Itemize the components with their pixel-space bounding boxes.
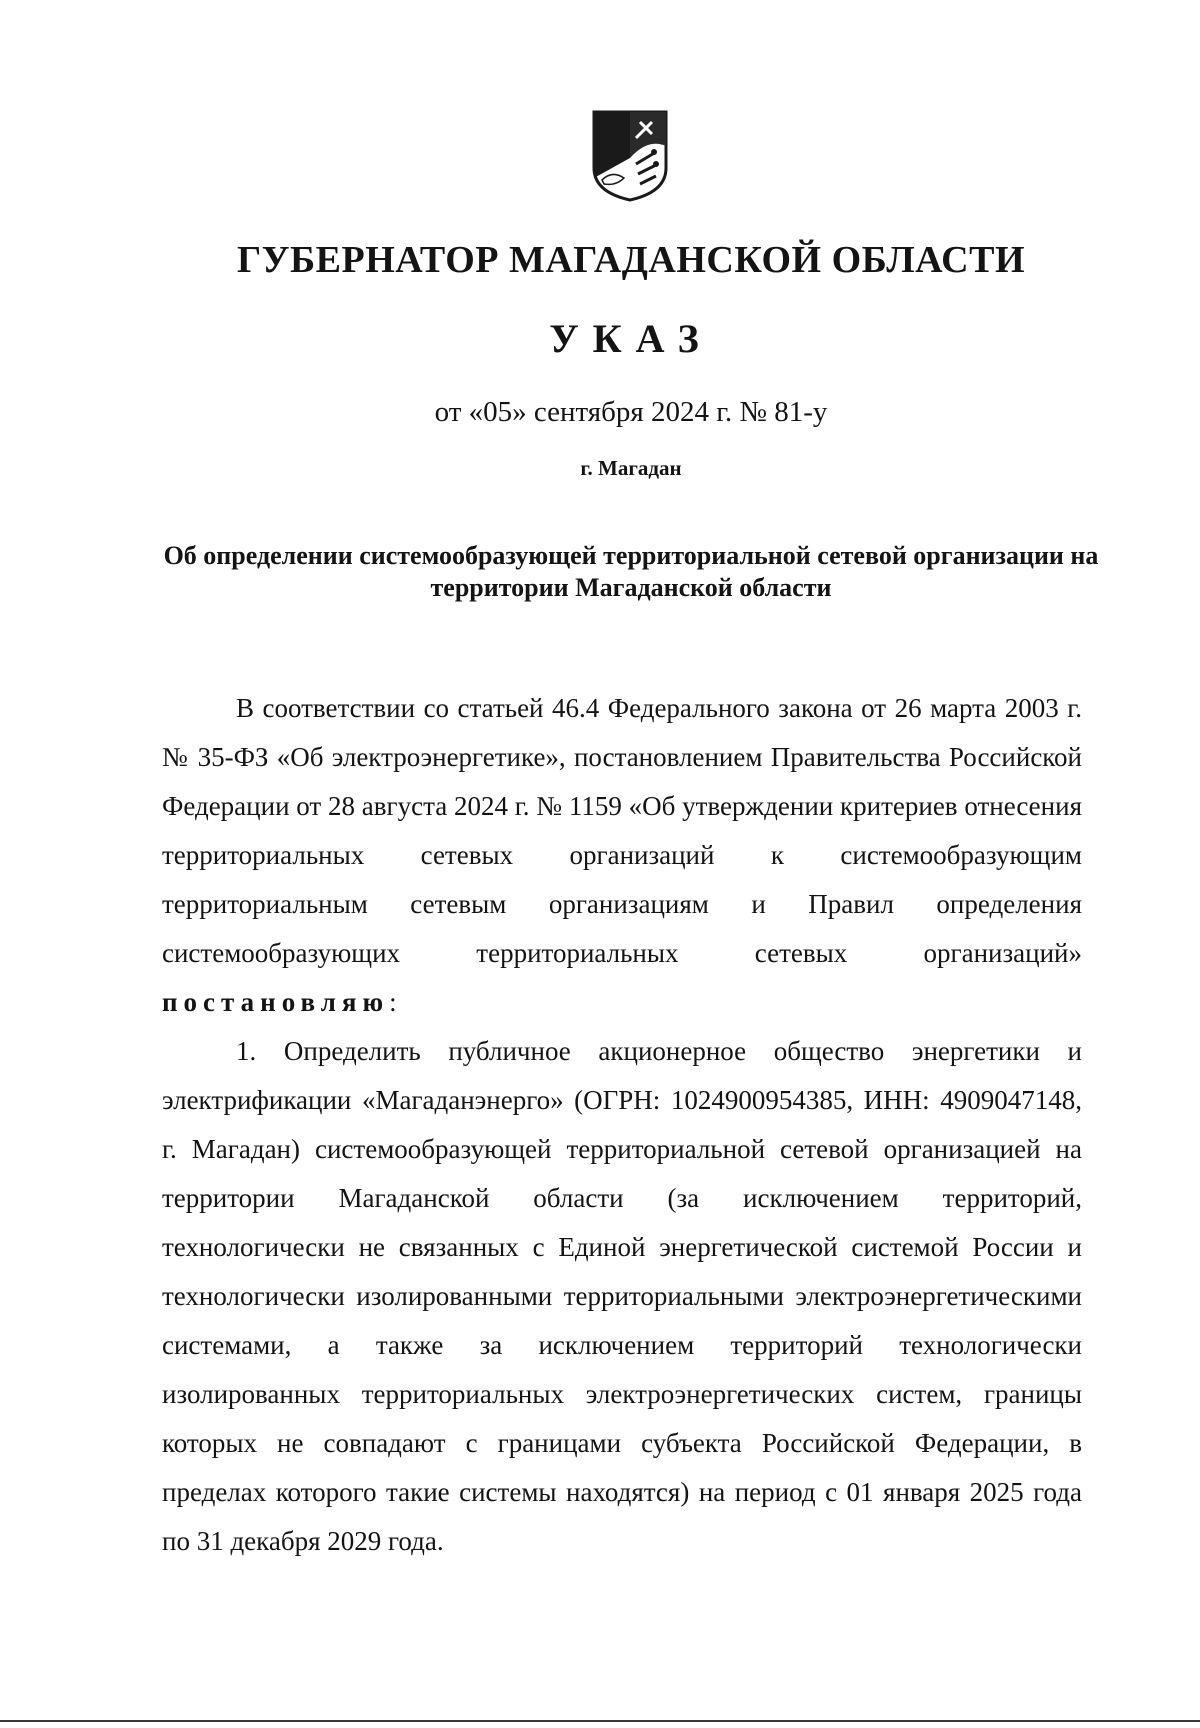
date-and-number: от «05» сентября 2024 г. № 81-у: [434, 396, 828, 428]
decree-word: постановляю: [162, 987, 390, 1017]
decree-colon: :: [389, 987, 397, 1017]
issue-city: г. Магадан: [580, 456, 682, 480]
preamble-paragraph: [162, 684, 1082, 1027]
document-subject: Об определении системообразующей территориальной сетевой организации на территории Магаданской области: [163, 541, 1099, 602]
document-title: ГУБЕРНАТОР МАГАДАНСКОЙ ОБЛАСТИ: [236, 239, 1026, 281]
document-type: УКАЗ: [549, 316, 713, 361]
preamble-text: В соответствии со статьей 46.4 Федерального закона от 26 марта 2003 г. № 35-ФЗ «Об электроэнергетике», постановлением Правительства Российской Федерации от 28 августа 2024 г. № 1159 «Об утверждении критериев отнесения территориальных сетевых организаций к системообразующим территориальным сетевым организациям и Правил определения системообразующих территориальных сетевых организаций»: [162, 693, 1082, 968]
bottom-divider: [0, 1720, 1200, 1722]
item-1-paragraph: 1. Определить публичное акционерное общество энергетики и электрификации «Магаданэнерго» (ОГРН: 1024900954385, ИНН: 4909047148, г. Магадан) системообразующей территориальной сетевой организацией на территории Магаданской области (за исключением территорий, технологически не связанных с Единой энергетической системой России и технологически изолированными территориальными электроэнергетическими системами, а также за исключением территорий технологически изолированных территориальных электроэнергетических систем, границы которых не совпадают с границами субъекта Российской Федерации, в пределах которого такие системы находятся) на период с 01 января 2025 года по 31 декабря 2029 года.: [162, 1036, 1082, 1556]
document-body: [162, 684, 1082, 1566]
coat-of-arms-icon: [590, 108, 670, 204]
